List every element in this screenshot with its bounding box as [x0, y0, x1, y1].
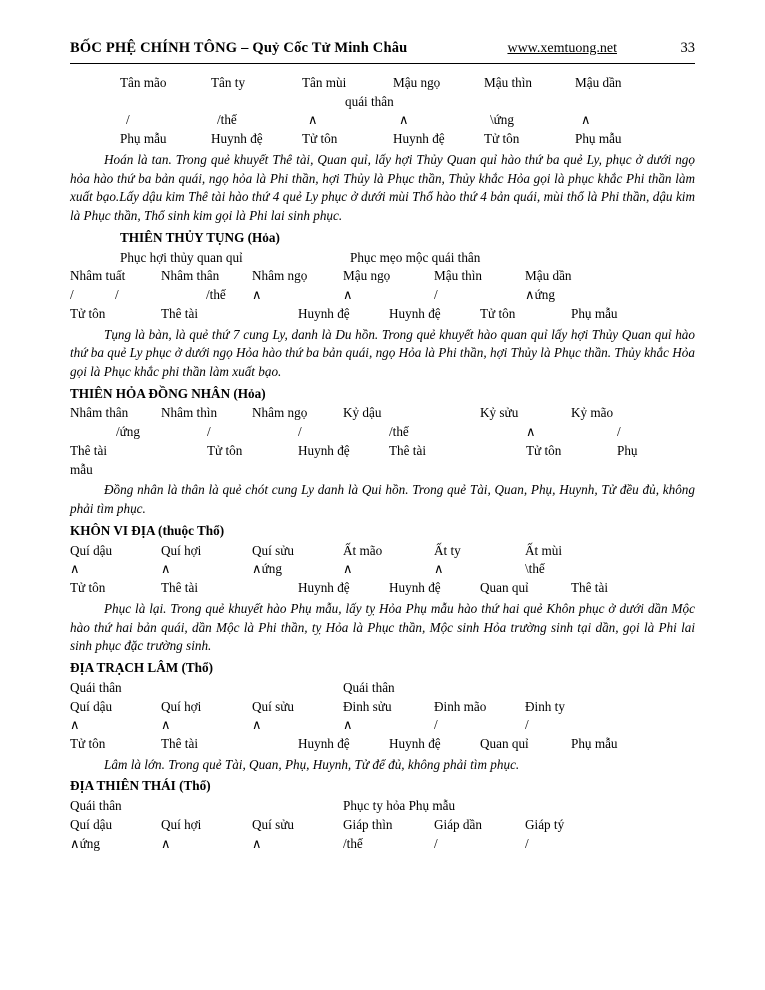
- cell: Mậu dần: [525, 268, 572, 284]
- cell: Ất ty: [434, 542, 461, 558]
- cell: Mậu dần: [575, 75, 622, 90]
- cell: Quí hợi: [161, 542, 202, 558]
- cell: ∧: [343, 717, 353, 733]
- cell: Kỷ sửu: [480, 405, 519, 421]
- table-row: [70, 461, 695, 480]
- cell: Phục hợi thủy quan quỉ: [120, 249, 243, 265]
- cell: ∧ứng: [525, 287, 555, 303]
- cell: /: [434, 835, 438, 851]
- cell: /: [617, 424, 621, 440]
- cell: Quan quỉ: [480, 735, 529, 751]
- cell: Huynh đệ: [298, 580, 350, 596]
- cell: Kỷ dậu: [343, 405, 382, 421]
- cell: /thế: [389, 424, 409, 440]
- cell: Tử tôn: [70, 305, 106, 321]
- cell: [70, 423, 116, 442]
- cell: quái thân: [345, 93, 394, 109]
- cell: Nhâm thìn: [161, 405, 218, 421]
- cell: Đinh mão: [434, 698, 487, 714]
- table-row: [70, 816, 695, 835]
- cell: Tử tôn: [70, 580, 106, 596]
- cell: Tân mùi: [302, 75, 347, 90]
- cell: /: [126, 112, 130, 128]
- cell: ∧: [252, 835, 262, 851]
- cell: /: [525, 835, 529, 851]
- cell: Huynh đệ: [298, 442, 350, 458]
- cell: ∧: [434, 561, 444, 577]
- section-title: THIÊN HỎA ĐỒNG NHÂN (Hỏa): [70, 385, 266, 401]
- table-row: [70, 542, 695, 561]
- cell: Đinh ty: [525, 698, 565, 714]
- table-row: [70, 74, 745, 93]
- cell: mẫu: [70, 461, 93, 477]
- cell: Tử tôn: [480, 305, 516, 321]
- table-row: [70, 442, 695, 461]
- cell: Mậu ngọ: [393, 75, 441, 90]
- table-row: [70, 679, 695, 698]
- cell: Quí hợi: [161, 698, 202, 714]
- cell: [161, 442, 207, 461]
- cell: Ất mùi: [525, 542, 562, 558]
- cell: Huynh đệ: [389, 580, 441, 596]
- cell: ∧: [70, 561, 80, 577]
- cell: Tử tôn: [526, 442, 562, 458]
- section-subheading: [70, 249, 745, 268]
- cell: Tử tôn: [207, 442, 243, 458]
- table-top: [70, 74, 695, 149]
- cell: Quí hợi: [161, 816, 202, 832]
- cell: /: [207, 424, 211, 440]
- cell: Quí dậu: [70, 816, 113, 832]
- cell: /ứng: [116, 424, 140, 440]
- cell: Quí sửu: [252, 698, 294, 714]
- cell: /: [434, 287, 438, 303]
- paragraph: Hoán là tan. Trong quẻ khuyết Thê tài, Quan quỉ, lấy hợi Thủy Quan quỉ hào thứ ba quẻ Ly, phục ở dưới ngọ hỏa hào thứ ba bản quái, ngọ hỏa là Phi thần, hợi Thủy là Phục thần, Thủy khắc Hỏa gọi là phục khắc Phi thần làm xuất bạo.Lấy dậu kim Thê tài hào thứ 4 quẻ Ly phục ở dưới mùi Thổ hào thứ 4 bản quái, mùi thổ là Phi thần, dậu kim là Phục thần, Thổ sinh kim gọi là Phi lai sinh phục.: [70, 151, 695, 224]
- cell: ∧: [343, 561, 353, 577]
- cell: Phục mẹo mộc quái thân: [350, 249, 481, 265]
- cell: Phụ mẫu: [120, 131, 167, 147]
- cell: \thế: [525, 561, 545, 577]
- table-row: [70, 305, 695, 324]
- cell: Quí sửu: [252, 816, 294, 832]
- cell: Huynh đệ: [389, 305, 441, 321]
- cell: ∧: [526, 424, 536, 440]
- header-divider: [70, 63, 695, 64]
- cell: /: [298, 424, 302, 440]
- cell: Thê tài: [70, 442, 107, 458]
- table-row: [70, 835, 695, 854]
- cell: Ất mão: [343, 542, 383, 558]
- cell: Thê tài: [571, 580, 608, 596]
- cell: ∧: [161, 835, 171, 851]
- cell: Giáp tý: [525, 816, 565, 832]
- cell: Tử tôn: [302, 131, 338, 147]
- table-row: [70, 423, 695, 442]
- cell: Nhâm tuất: [70, 268, 126, 284]
- cell: Thê tài: [161, 580, 198, 596]
- cell: Mậu thìn: [484, 75, 532, 90]
- cell: /: [115, 287, 119, 303]
- cell: Nhâm ngọ: [252, 405, 308, 421]
- section-title: ĐỊA TRẠCH LÂM (Thổ): [70, 660, 214, 676]
- table-row: [70, 735, 695, 754]
- cell: ∧: [70, 717, 80, 733]
- table-row: [70, 560, 695, 579]
- cell: Huynh đệ: [298, 305, 350, 321]
- cell: Mậu thìn: [434, 268, 482, 284]
- cell: Thê tài: [161, 735, 198, 751]
- page-number: 33: [680, 40, 695, 56]
- cell: Tử tôn: [70, 735, 106, 751]
- table-row: [70, 579, 695, 598]
- header-url[interactable]: www.xemtuong.net: [507, 41, 617, 56]
- table-row: [70, 130, 745, 149]
- section-title: ĐỊA THIÊN THÁI (Thổ): [70, 778, 211, 794]
- cell: ∧: [308, 112, 318, 128]
- cell: Kỷ mão: [571, 405, 614, 421]
- table-row: [70, 267, 695, 286]
- cell: Phụ mẫu: [571, 735, 618, 751]
- table-row: [70, 698, 695, 717]
- cell: Tân ty: [211, 75, 246, 90]
- table-row: [70, 716, 695, 735]
- cell: Huynh đệ: [298, 735, 350, 751]
- cell: ∧: [161, 561, 171, 577]
- cell: Quái thân: [70, 798, 122, 814]
- cell: Tân mão: [120, 75, 167, 90]
- cell: /thế: [217, 112, 237, 128]
- cell: /: [525, 717, 529, 733]
- cell: Phục ty hỏa Phụ mẫu: [343, 798, 456, 814]
- cell: ∧: [399, 112, 409, 128]
- cell: ∧: [252, 717, 262, 733]
- paragraph: Lâm là lớn. Trong quẻ Tài, Quan, Phụ, Huynh, Tử để đủ, không phải tìm phục.: [104, 756, 520, 772]
- table-row: [70, 286, 695, 305]
- cell: Quái thân: [343, 679, 395, 695]
- table-row: [70, 111, 751, 130]
- cell: ∧ứng: [252, 561, 282, 577]
- cell: ∧ứng: [70, 835, 100, 851]
- cell: Giáp dần: [434, 816, 482, 832]
- cell: ∧: [161, 717, 171, 733]
- section-title: THIÊN THỦY TỤNG (Hỏa): [120, 229, 280, 245]
- cell: Phụ mẫu: [571, 305, 618, 321]
- cell: [252, 305, 298, 324]
- cell: ∧: [343, 287, 353, 303]
- paragraph: Tụng là bàn, là quẻ thứ 7 cung Ly, danh là Du hồn. Trong quẻ khuyết hào quan quỉ lấy hợi Thủy Quan quỉ hào thứ ba quẻ Ly phục ở dưới ngọ Hỏa hào thứ ba bản quái, ngọ Hỏa là Phi thần, hợi Thủy là Phục thần. Thủy khắc Hỏa gọi là Phục khắc phi thần làm xuất bạo.: [70, 326, 695, 380]
- cell: Huynh đệ: [393, 131, 445, 147]
- cell: /thế: [343, 835, 363, 851]
- cell: Thê tài: [161, 305, 198, 321]
- header-title: BỐC PHỆ CHÍNH TÔNG – Quỷ Cốc Tử Minh Châu: [70, 40, 408, 56]
- cell: ∧: [581, 112, 591, 128]
- cell: Giáp thìn: [343, 816, 393, 832]
- cell: /: [434, 717, 438, 733]
- section-title: KHÔN VI ĐỊA (thuộc Thổ): [70, 522, 225, 538]
- page-header: [70, 40, 695, 63]
- cell: [252, 579, 298, 598]
- cell: Phụ mẫu: [575, 131, 622, 147]
- cell: Phụ: [617, 442, 638, 458]
- table-row: [70, 93, 765, 112]
- paragraph: Phục là lại. Trong quẻ khuyết hào Phụ mẫu, lấy tỵ Hỏa Phụ mẫu hào thứ hai quẻ Khôn phục ở dưới dần Mộc hào thứ hai bản quái, dần Mộc là Phi thần, tỵ Hỏa là Phục thần, Mộc sinh Hỏa trường sinh tại dần, gọi là Phi lai sinh phục đặc trường sinh.: [70, 600, 695, 654]
- cell: Tử tôn: [484, 131, 520, 147]
- cell: Quí dậu: [70, 542, 113, 558]
- cell: Thê tài: [389, 442, 426, 458]
- cell: /: [70, 287, 74, 303]
- cell: Đinh sửu: [343, 698, 392, 714]
- cell: /thế: [206, 287, 226, 303]
- cell: Mậu ngọ: [343, 268, 391, 284]
- cell: Nhâm ngọ: [252, 268, 308, 284]
- cell: ∧: [252, 287, 262, 303]
- paragraph: Đồng nhân là thân là quẻ chót cung Ly danh là Qui hồn. Trong quẻ Tài, Quan, Phụ, Huynh, Tử đều đủ, không phải tìm phục.: [70, 482, 695, 517]
- cell: Quí sửu: [252, 542, 294, 558]
- cell: Nhâm thân: [161, 268, 220, 284]
- cell: Quái thân: [70, 679, 122, 695]
- cell: Quí dậu: [70, 698, 113, 714]
- cell: Huynh đệ: [211, 131, 263, 147]
- cell: Huynh đệ: [389, 735, 441, 751]
- cell: Nhâm thân: [70, 405, 129, 421]
- cell: Quan quỉ: [480, 580, 529, 596]
- table-row: [70, 404, 695, 423]
- table-row: [70, 797, 695, 816]
- document-body: [70, 74, 695, 853]
- cell: \ứng: [490, 112, 514, 128]
